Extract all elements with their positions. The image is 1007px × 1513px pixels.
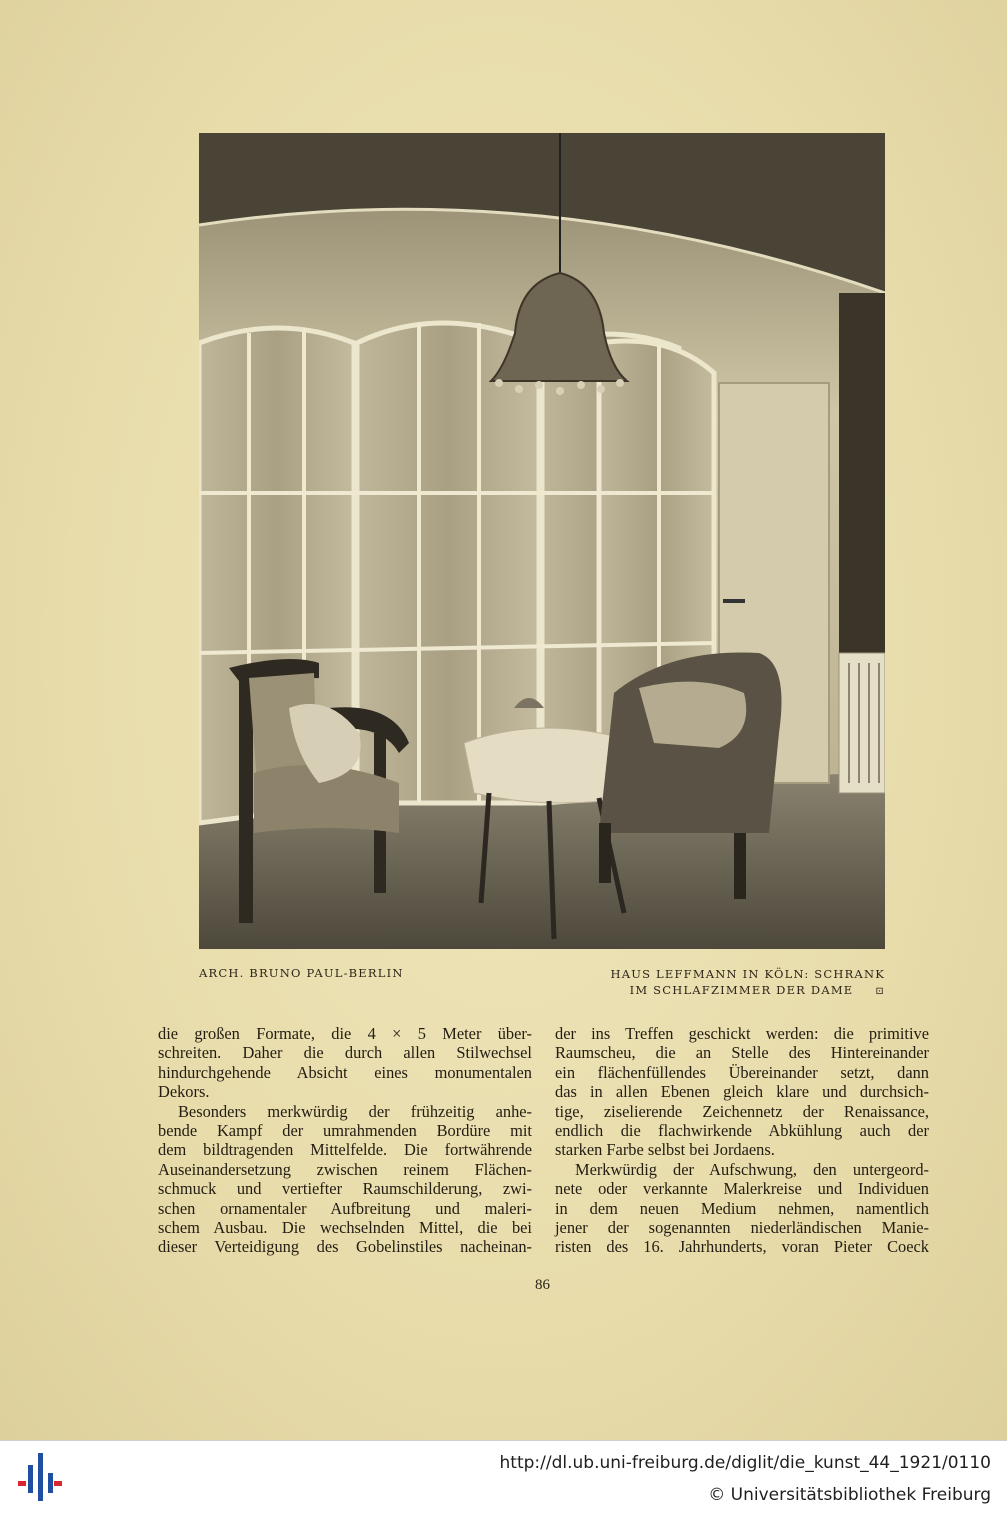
viewer-footer <box>0 1440 1007 1513</box>
photo-credit: ARCH. BRUNO PAUL-BERLIN <box>199 966 404 980</box>
caption-end-mark: ⊡ <box>875 986 885 997</box>
text-line: Merkwürdig der Aufschwung, den untergeord- <box>575 1159 929 1179</box>
text-line: endlich die flachwirkende Abkühlung auch der <box>555 1121 929 1141</box>
text-line: Dekors. <box>158 1082 210 1102</box>
text-line: schreiten. Daher die durch allen Stilwechsel <box>158 1043 532 1063</box>
text-line: starken Farbe selbst bei Jordaens. <box>555 1140 775 1160</box>
page-number: 86 <box>535 1277 550 1293</box>
interior-photograph <box>199 133 885 949</box>
photo-caption-line-1: HAUS LEFFMANN IN KÖLN: SCHRANK <box>610 967 885 981</box>
text-line: in dem neuen Medium nehmen, namentlich <box>555 1198 929 1218</box>
text-line: schen ornamentaler Aufbreitung und maleri- <box>158 1198 532 1218</box>
text-line: Besonders merkwürdig der frühzeitig anhe- <box>178 1101 532 1121</box>
text-line: der ins Treffen geschickt werden: die primitive <box>555 1024 929 1043</box>
text-line: dem bildtragenden Mittelfelde. Die fortwährende <box>158 1140 532 1160</box>
text-line: schem Ausbau. Die wechselnden Mittel, die bei <box>158 1218 532 1238</box>
photo-caption-line-2-text: IM SCHLAFZIMMER DER DAME <box>629 983 854 997</box>
text-line: nete oder verkannte Malerkreise und Individuen <box>555 1179 929 1199</box>
text-line: tige, ziselierende Zeichennetz der Renaissance, <box>555 1101 929 1121</box>
text-line: jener der sogenannten niederländischen Manie- <box>555 1218 929 1238</box>
text-line: risten des 16. Jahrhunderts, voran Pieter Coeck <box>555 1237 929 1257</box>
text-line: ein flächenfüllendes Übereinander setzt, dann <box>555 1062 929 1082</box>
text-line: hindurchgehende Absicht eines monumentalen <box>158 1062 532 1082</box>
text-line: Raumscheu, die an Stelle des Hintereinander <box>555 1043 929 1063</box>
photo-caption <box>610 966 885 1000</box>
text-line: Auseinandersetzung zwischen reinem Flächen- <box>158 1159 532 1179</box>
text-line: dieser Verteidigung des Gobelinstiles nacheinan- <box>158 1237 532 1257</box>
text-line: die großen Formate, die 4 × 5 Meter über- <box>158 1024 532 1043</box>
source-url-link[interactable]: http://dl.ub.uni-freiburg.de/diglit/die_kunst_44_1921/0110 <box>499 1453 991 1473</box>
text-line: das in allen Ebenen gleich klare und durchsich- <box>555 1082 929 1102</box>
text-column-left <box>158 1024 532 1257</box>
text-column-right <box>555 1024 929 1257</box>
photo-caption-line-2 <box>610 982 885 1000</box>
copyright-notice: © Universitätsbibliothek Freiburg <box>708 1485 991 1505</box>
text-line: schmuck und vertiefter Raumschilderung, zwi- <box>158 1179 532 1199</box>
text-line: bende Kampf der umrahmenden Bordüre mit <box>158 1121 532 1141</box>
library-logo-icon <box>14 1451 66 1503</box>
